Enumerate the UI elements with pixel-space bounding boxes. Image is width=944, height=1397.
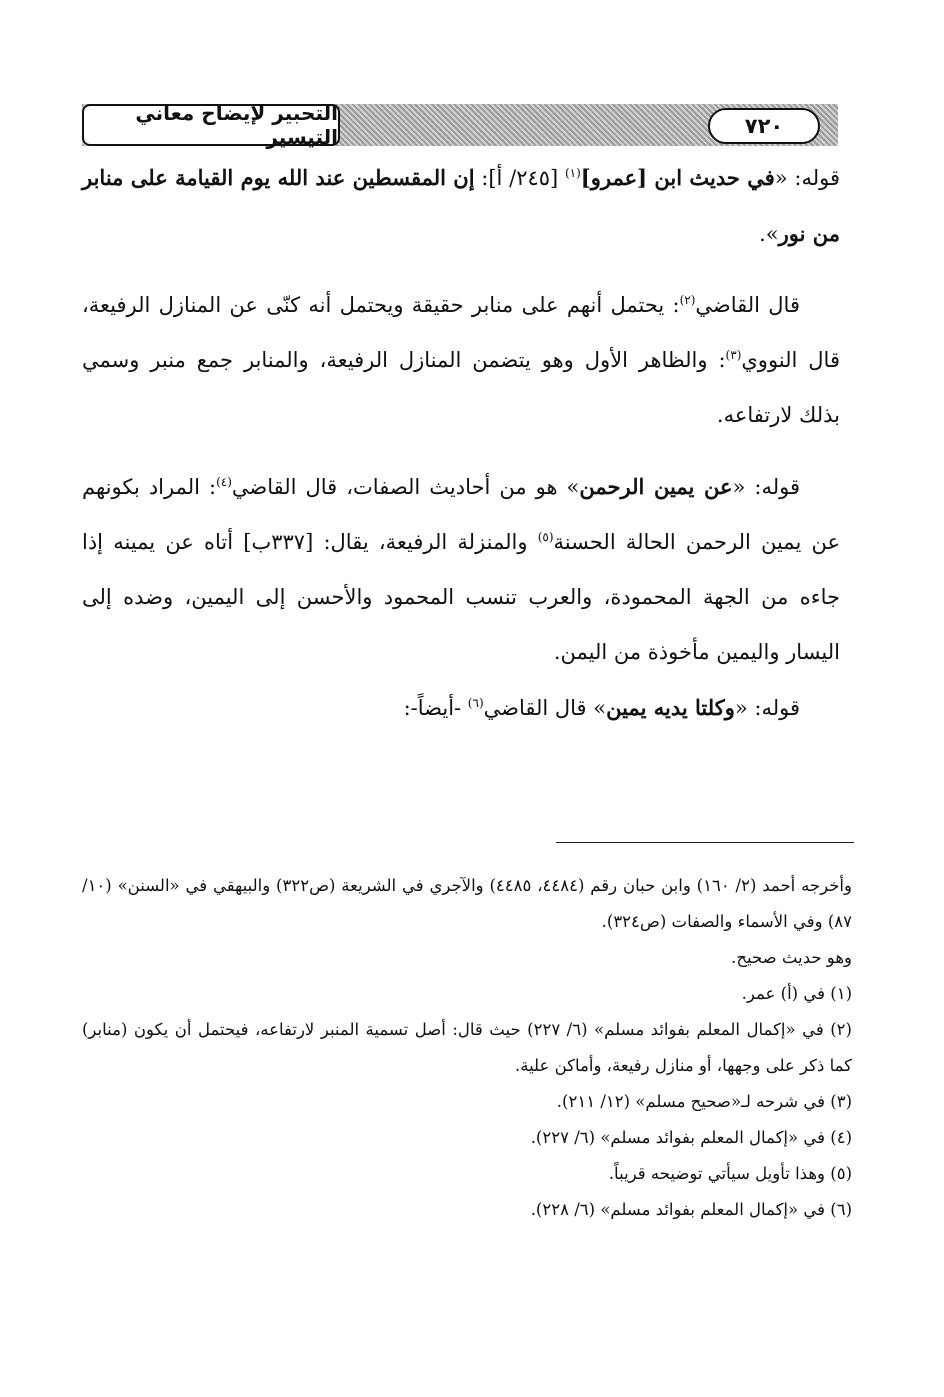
footnote-ref: (٥) (537, 530, 554, 544)
text: : يحتمل أنهم على منابر حقيقة ويحتمل أنه كنّى عن المنازل الرفيعة، قال النووي (82, 293, 840, 372)
main-text (82, 150, 840, 736)
footnote-ref: (٣) (725, 348, 742, 362)
footnote-4: (٤) في «إكمال المعلم بفوائد مسلم» (٦/ ٢٢٧). (530, 1128, 852, 1147)
footnote-6: (٦) في «إكمال المعلم بفوائد مسلم» (٦/ ٢٢٨). (530, 1200, 852, 1219)
footnote-1: (١) في (أ) عمر. (741, 984, 852, 1003)
text: قوله: « (732, 475, 800, 499)
paragraph-3 (82, 459, 840, 680)
bold-quote: في حديث ابن [عمرو] (580, 165, 775, 190)
footnote-ref: (٦) (467, 696, 484, 710)
page-number: ٧٢٠ (708, 108, 820, 144)
text: » قال القاضي (483, 696, 607, 720)
footnote-ref: (١) (564, 166, 581, 180)
footnote-ref: (٤) (216, 475, 232, 489)
footnote-continued: وأخرجه أحمد (٢/ ١٦٠) وابن حبان رقم (٤٤٨٤، ٤٤٨٥) والآجري في الشريعة (ص٣٢٢) والبيهقي في «السنن» (١٠/ ٨٧) وفي الأسماء والصفات (ص٣٢٤). (82, 876, 852, 931)
footnotes (82, 868, 852, 1228)
book-title: التحبير لإيضاح معاني التيسير (82, 104, 340, 146)
paragraph-1 (82, 150, 840, 262)
footnote-3: (٣) في شرحه لـ«صحيح مسلم» (١٢/ ٢١١). (556, 1092, 852, 1111)
footnote-separator (556, 842, 854, 843)
footnote-ref: (٢) (679, 293, 696, 307)
footnote-5: (٥) وهذا تأويل سيأتي توضيحه قريباً. (608, 1164, 852, 1183)
paragraph-2 (82, 278, 840, 443)
footnote-2: (٢) في «إكمال المعلم بفوائد مسلم» (٦/ ٢٢٧) حيث قال: أصل تسمية المنبر لارتفاعه، فيحتمل أن يكون (منابر) كما ذكر على وجهها، أو منازل رفيعة، وأماكن علية. (82, 1020, 852, 1075)
footnote-continued-note: وهو حديث صحيح. (731, 948, 852, 967)
text: : المراد بكونهم عن يمين الرحمن الحالة الحسنة (82, 475, 840, 554)
text: -أيضاً-: (403, 696, 468, 720)
text: : والظاهر الأول وهو يتضمن المنازل الرفيعة، والمنابر جمع منبر وسمي بذلك لارتفاعه. (82, 348, 840, 427)
bold-quote: عن يمين الرحمن (579, 474, 733, 499)
text: قال القاضي (695, 293, 800, 317)
text: ». (759, 222, 779, 246)
text: قوله: « (774, 166, 840, 190)
text: » هو من أحاديث الصفات، قال القاضي (231, 475, 580, 499)
text: [٢٤٥/ أ]: (474, 166, 565, 190)
text: والمنزلة الرفيعة، يقال: [٣٣٧ب] أتاه عن يمينه إذا جاءه من الجهة المحمودة، والعرب تنسب المحمود والأحسن إلى اليمين، وضده إلى اليسار واليمين مأخوذة من اليمن. (82, 530, 840, 664)
bold-quote: وكلتا يديه يمين (606, 695, 735, 720)
text: قوله: « (734, 696, 800, 720)
bold-quote: إن المقسطين عند الله يوم القيامة على منابر من نور (82, 165, 840, 246)
paragraph-4 (82, 680, 840, 736)
